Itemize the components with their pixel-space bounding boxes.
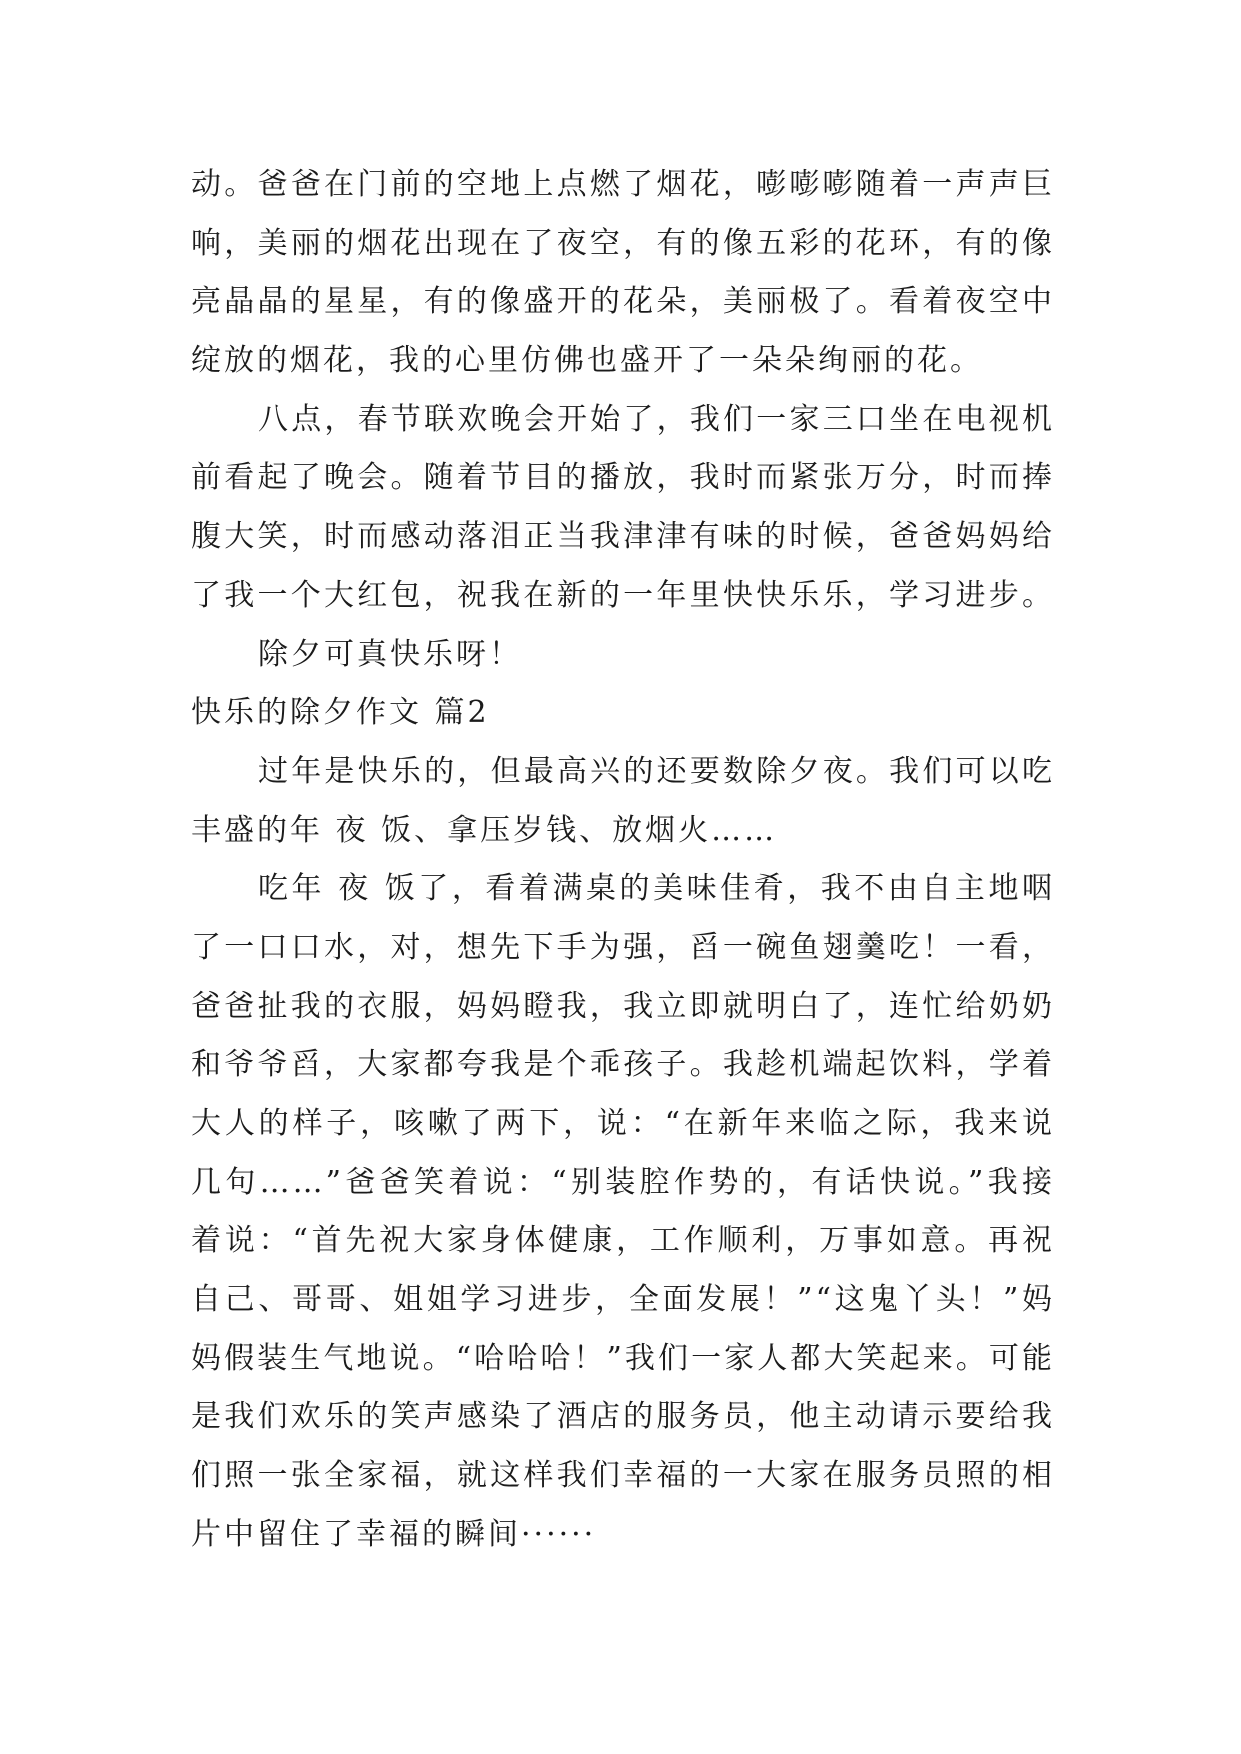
text-line: 了一口口水，对，想先下手为强，舀一碗鱼翅羹吃！一看， xyxy=(191,929,1055,965)
text-line: 除夕可真快乐呀！ xyxy=(258,636,522,672)
text-line: 吃年 夜 饭了，看着满桌的美味佳肴，我不由自主地咽 xyxy=(258,871,1055,907)
text-line: 前看起了晚会。随着节目的播放，我时而紧张万分，时而捧 xyxy=(191,460,1055,496)
text-line: 自己、哥哥、姐姐学习进步，全面发展！”“这鬼丫头！”妈 xyxy=(191,1282,1055,1318)
text-line: 绽放的烟花，我的心里仿佛也盛开了一朵朵绚丽的花。 xyxy=(191,343,983,379)
text-line: 是我们欢乐的笑声感染了酒店的服务员，他主动请示要给我 xyxy=(191,1399,1055,1435)
paragraph xyxy=(191,626,1055,685)
text-line: 腹大笑，时而感动落泪正当我津津有味的时候，爸爸妈妈给 xyxy=(191,519,1055,555)
text-line: 大人的样子，咳嗽了两下，说：“在新年来临之际，我来说 xyxy=(191,1106,1055,1141)
text-line: 片中留住了幸福的瞬间······ xyxy=(191,1516,597,1552)
text-line: 爸爸扯我的衣服，妈妈瞪我，我立即就明白了，连忙给奶奶 xyxy=(191,988,1055,1024)
text-line: 动。爸爸在门前的空地上点燃了烟花，嘭嘭嘭随着一声声巨 xyxy=(191,167,1055,202)
text-line: 亮晶晶的星星，有的像盛开的花朵，美丽极了。看着夜空中 xyxy=(191,284,1055,320)
paragraph xyxy=(191,391,1055,626)
essay-title: 快乐的除夕作文 篇2 xyxy=(191,695,490,731)
paragraph xyxy=(191,860,1055,1564)
text-line: 了我一个大红包，祝我在新的一年里快快乐乐，学习进步。 xyxy=(191,577,1055,613)
text-line: 妈假装生气地说。“哈哈哈！”我们一家人都大笑起来。可能 xyxy=(191,1340,1055,1376)
text-line: 们照一张全家福，就这样我们幸福的一大家在服务员照的相 xyxy=(191,1458,1055,1494)
text-line: 和爷爷舀，大家都夸我是个乖孩子。我趁机端起饮料，学着 xyxy=(191,1047,1055,1083)
text-line: 着说：“首先祝大家身体健康，工作顺利，万事如意。再祝 xyxy=(191,1223,1055,1259)
paragraph xyxy=(191,156,1055,391)
text-line: 丰盛的年 夜 饭、拿压岁钱、放烟火…… xyxy=(191,812,778,848)
document-body xyxy=(191,156,1055,1565)
text-line: 过年是快乐的，但最高兴的还要数除夕夜。我们可以吃 xyxy=(258,753,1055,789)
text-line: 几句……”爸爸笑着说：“别装腔作势的，有话快说。”我接 xyxy=(191,1164,1055,1200)
text-line: 八点，春节联欢晚会开始了，我们一家三口坐在电视机 xyxy=(258,401,1055,437)
text-line: 响，美丽的烟花出现在了夜空，有的像五彩的花环，有的像 xyxy=(191,225,1055,261)
paragraph xyxy=(191,743,1055,860)
